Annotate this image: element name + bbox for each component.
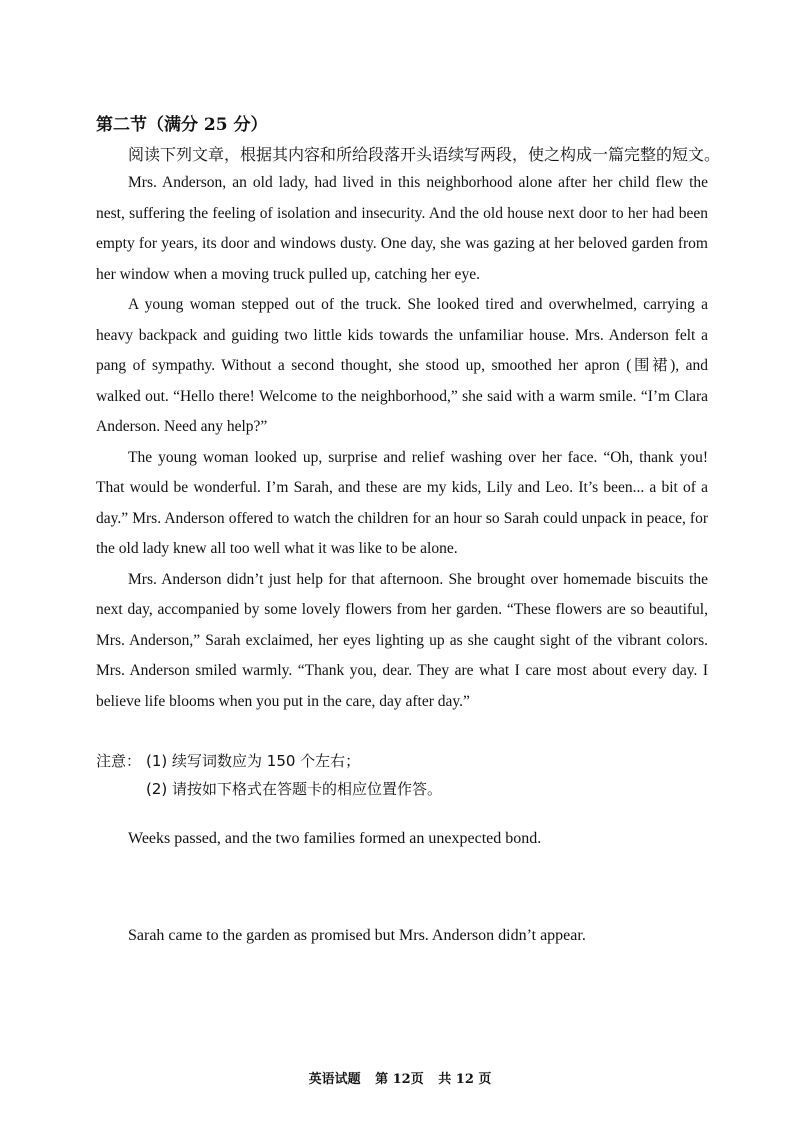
note-row-2 [96, 775, 442, 803]
note-row-1 [96, 747, 442, 775]
footer-subject: 英语试题 [308, 1072, 361, 1087]
passage-paragraph-4: Mrs. Anderson didn’t just help for that afternoon. She brought over homemade biscuits the next day, accompanied by some lovely flowers from her garden. “These flowers are so beautiful, Mrs. Anderson,” Sarah exclaimed, her eyes lighting up as she caught sight of the vibrant colors. Mrs. Anderson smiled warmly. “Thank you, dear. They are what I care most about every day. I believe life blooms when you put in the care, day after day.” [96, 570, 708, 710]
opening-sentence-1: Weeks passed, and the two families formed an unexpected bond. [128, 830, 542, 847]
passage-paragraph-1: Mrs. Anderson, an old lady, had lived in this neighborhood alone after her child flew the nest, suffering the feeling of isolation and insecurity. And the old house next door to her had been empty for years, its door and windows dusty. One day, she was gazing at her beloved garden from her window when a moving truck pulled up, catching her eye. [96, 174, 708, 283]
note-item-1: (1) 续写词数应为 150 个左右； [146, 752, 361, 770]
opening-sentence-2: Sarah came to the garden as promised but Mrs. Anderson didn’t appear. [128, 927, 586, 944]
footer-total-pages: 共 12 页 [438, 1072, 492, 1087]
section-title: 第二节（满分 25 分） [96, 115, 268, 135]
reading-passage [96, 168, 708, 717]
footer-page-number: 第 12页 [375, 1072, 424, 1087]
passage-paragraph-3: The young woman looked up, surprise and relief washing over her face. “Oh, thank you! That would be wonderful. I’m Sarah, and these are my kids, Lily and Leo. It’s been... a bit of a day.” Mrs. Anderson offered to watch the children for an hour so Sarah could unpack in peace, for the old lady knew all too well what it was like to be alone. [96, 448, 708, 557]
page-footer [0, 1071, 800, 1089]
note-item-2: (2) 请按如下格式在答题卡的相应位置作答。 [146, 780, 443, 798]
notes-label: 注意： [96, 752, 142, 770]
passage-paragraph-2: A young woman stepped out of the truck. She looked tired and overwhelmed, carrying a heavy backpack and guiding two little kids towards the unfamiliar house. Mrs. Anderson felt a pang of sympathy. Without a second thought, she stood up, smoothed her apron (围裙), and walked out. “Hello there! Welcome to the neighborhood,” she said with a warm smile. “I’m Clara Anderson. Need any help?” [96, 296, 708, 435]
notes-block [96, 747, 442, 803]
section-instruction: 阅读下列文章，根据其内容和所给段落开头语续写两段，使之构成一篇完整的短文。 [128, 145, 721, 164]
